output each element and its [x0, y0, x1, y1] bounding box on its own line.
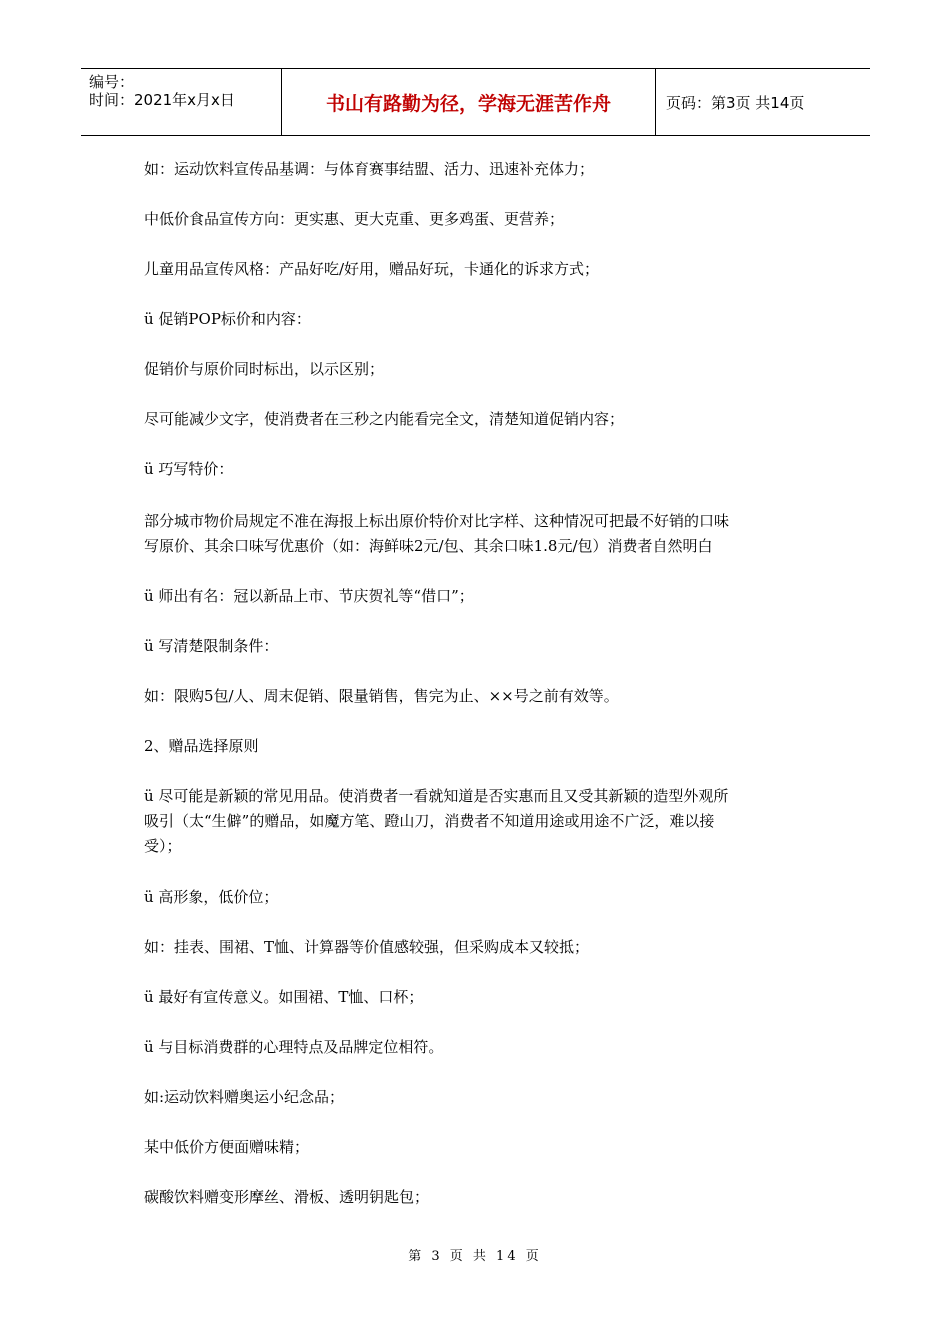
paragraph-line: 碳酸饮料赠变形摩丝、滑板、透明钥匙包；: [144, 1188, 430, 1206]
paragraph: [144, 584, 814, 609]
paragraph-line: ü 高形象，低价位；: [144, 888, 279, 906]
header-motto-cell: [282, 69, 656, 135]
paragraph: [144, 457, 814, 482]
paragraph: [144, 985, 814, 1010]
paragraph: [144, 885, 814, 910]
paragraph: [144, 1185, 814, 1210]
page-footer: 第 3 页 共 14 页: [408, 1249, 542, 1264]
paragraph-line: 如:运动饮料赠奥运小纪念品；: [144, 1088, 345, 1106]
header-page-cell: [656, 69, 870, 135]
paragraph-line: ü 与目标消费群的心理特点及品牌定位相符。: [144, 1038, 444, 1056]
paragraph: [144, 1135, 814, 1160]
header-motto: 书山有路勤为径，学海无涯苦作舟: [325, 92, 611, 115]
paragraph: [144, 1035, 814, 1060]
paragraph-line: 中低价食品宣传方向：更实惠、更大克重、更多鸡蛋、更营养；: [144, 210, 565, 228]
paragraph: [144, 509, 814, 559]
paragraph: [144, 784, 814, 859]
paragraph-line: 2、赠品选择原则: [144, 737, 259, 755]
paragraph: [144, 207, 814, 232]
paragraph-line: 儿童用品宣传风格：产品好吃/好用，赠品好玩，卡通化的诉求方式；: [144, 260, 600, 278]
paragraph-line: 某中低价方便面赠味精；: [144, 1138, 310, 1156]
header-page-info: 页码：第3页 共14页: [666, 93, 805, 112]
paragraph-line: 写原价、其余口味写优惠价（如：海鲜味2元/包、其余口味1.8元/包）消费者自然明白: [144, 537, 713, 555]
paragraph-line: 部分城市物价局规定不准在海报上标出原价特价对比字样、这种情况可把最不好销的口味: [144, 512, 730, 530]
paragraph: [144, 684, 814, 709]
paragraph: [144, 1085, 814, 1110]
paragraph-line: ü 促销POP标价和内容：: [144, 310, 311, 328]
paragraph: [144, 257, 814, 282]
paragraph-line: ü 尽可能是新颖的常见用品。使消费者一看就知道是否实惠而且又受其新颖的造型外观所: [144, 787, 729, 805]
paragraph-line: 受）；: [144, 837, 182, 855]
document-header-table: [81, 68, 870, 136]
paragraph: [144, 307, 814, 332]
paragraph-line: ü 师出有名：冠以新品上市、节庆贺礼等“借口”；: [144, 587, 474, 605]
paragraph-line: ü 最好有宣传意义。如围裙、T恤、口杯；: [144, 988, 424, 1006]
paragraph-line: 如：挂表、围裙、T恤、计算器等价值感较强，但采购成本又较抵；: [144, 938, 590, 956]
paragraph-line: ü 巧写特价：: [144, 460, 234, 478]
paragraph-line: 尽可能减少文字，使消费者在三秒之内能看完全文，清楚知道促销内容；: [144, 410, 625, 428]
paragraph: [144, 634, 814, 659]
document-date-label: 时间：2021年x月x日: [89, 91, 235, 109]
paragraph: [144, 734, 814, 759]
paragraph: [144, 157, 814, 182]
paragraph: [144, 407, 814, 432]
header-meta-cell: [81, 69, 282, 135]
paragraph-line: 促销价与原价同时标出，以示区别；: [144, 360, 385, 378]
document-number-label: 编号：: [89, 73, 135, 91]
paragraph: [144, 357, 814, 382]
paragraph-line: 如：限购5包/人、周末促销、限量销售，售完为止、××号之前有效等。: [144, 687, 619, 705]
paragraph-line: 吸引（太“生僻”的赠品，如魔方笔、蹬山刀，消费者不知道用途或用途不广泛，难以接: [144, 812, 715, 830]
paragraph: [144, 935, 814, 960]
paragraph-line: ü 写清楚限制条件：: [144, 637, 279, 655]
paragraph-line: 如：运动饮料宣传品基调：与体育赛事结盟、活力、迅速补充体力；: [144, 160, 595, 178]
